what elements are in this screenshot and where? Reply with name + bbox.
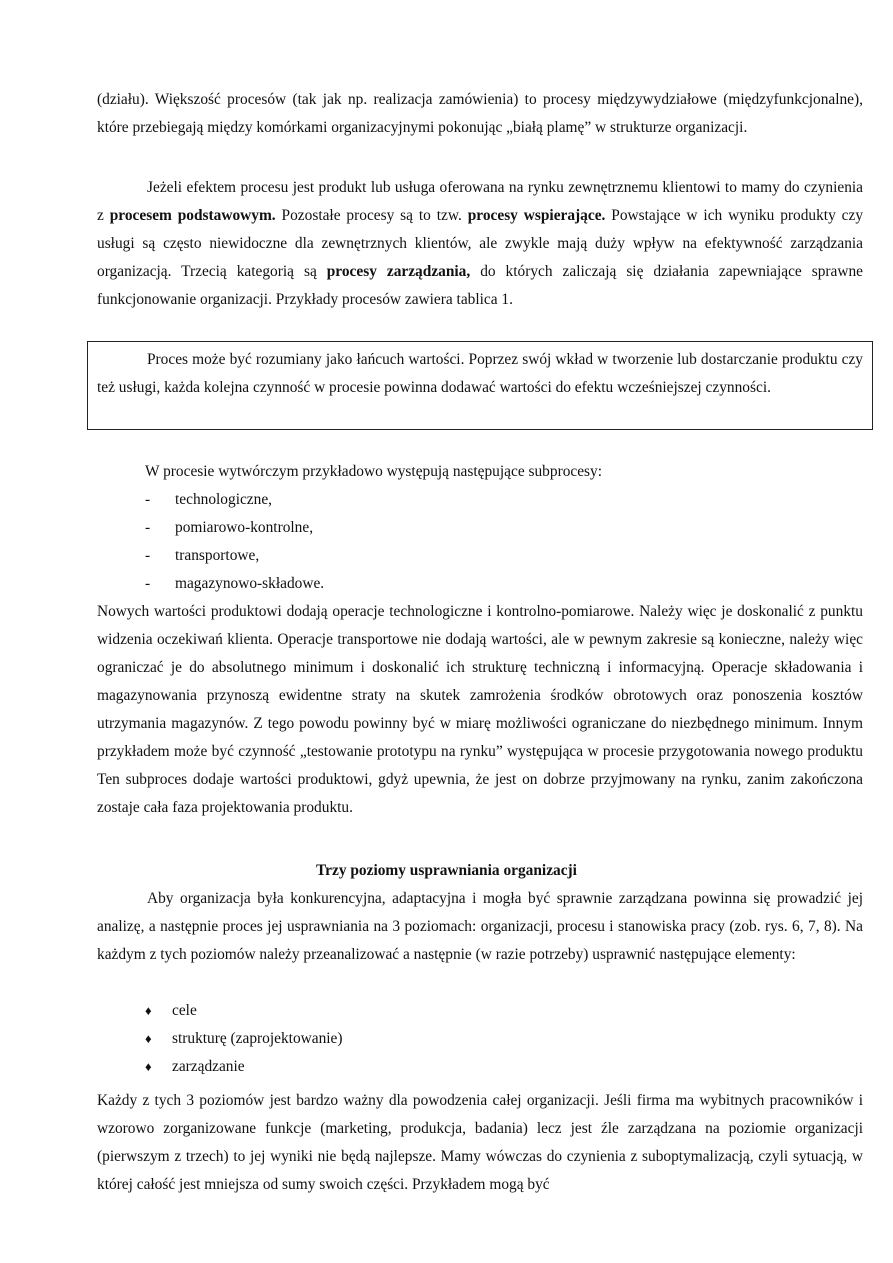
box-text: Proces może być rozumiany jako łańcuch wartości. Poprzez swój wkład w tworzenie lub dostarczanie produktu czy też usługi, każda kolejna czynność w procesie powinna dodawać wartości do efektu wcześniejszej czynności. xyxy=(97,351,863,396)
diamond-bullet-icon: ♦ xyxy=(145,1031,152,1046)
text-span: do których zaliczają się działania zapewniające sprawne funkcjonowanie organizacji. Przykłady procesów zawiera tablica 1. xyxy=(97,263,864,308)
bold-term-management-processes: procesy zarządzania, xyxy=(326,263,471,280)
bold-term-support-processes: procesy wspierające. xyxy=(467,207,606,224)
paragraph-process-types xyxy=(97,174,863,314)
dash-marker: - xyxy=(145,491,151,508)
paragraph-departments: (działu). Większość procesów (tak jak np. realizacja zamówienia) to procesy międzywydziałowe (międzyfunkcjonalne), które przebiegają między komórkami organizacyjnymi pokonując „białą plamę” w strukturze organizacji. xyxy=(97,91,863,136)
paragraph-three-levels: Aby organizacja była konkurencyjna, adaptacyjna i mogła być sprawnie zarządzana powinna się prowadzić jej analizę, a następnie proces jej usprawniania na 3 poziomach: organizacji, procesu i stanowiska pracy (zob. rys. 6, 7, 8). Na każdym z tych poziomów należy przeanalizować a następnie (w razie potrzeby) usprawnić następujące elementy: xyxy=(97,890,863,963)
text-span: Powstające w ich wyniku produkty czy usługi są często niewidoczne dla zewnętrznych klientów, ale zwykle mają duży wpływ na efektywność zarządzania organizacją. Trzecią kategorią są xyxy=(97,207,864,280)
subprocess-intro: W procesie wytwórczym przykładowo występują następujące subprocesy: xyxy=(145,463,603,480)
list-item-text: transportowe, xyxy=(175,547,260,564)
list-item-text: strukturę (zaprojektowanie) xyxy=(172,1030,343,1047)
section-heading: Trzy poziomy usprawniania organizacji xyxy=(316,862,577,879)
bold-term-core-process: procesem podstawowym. xyxy=(109,207,276,224)
paragraph-suboptimization: Każdy z tych 3 poziomów jest bardzo ważny dla powodzenia całej organizacji. Jeśli firma ma wybitnych pracowników i wzorowo zorganizowane funkcje (marketing, produkcja, badania) lecz jest źle zarządzana na poziomie organizacji (pierwszym z trzech) to jej wyniki nie będą najlepsze. Mamy wówczas do czynienia z suboptymalizacją, czyli sytuacją, w której całość jest mniejsza od sumy swoich części. Przykładem mogą być xyxy=(97,1092,863,1193)
text-span: Pozostałe procesy są to tzw. xyxy=(275,207,468,224)
dash-marker: - xyxy=(145,575,151,592)
list-item-text: zarządzanie xyxy=(172,1058,245,1075)
list-item-text: technologiczne, xyxy=(175,491,273,508)
list-item-text: pomiarowo-kontrolne, xyxy=(175,519,314,536)
paragraph-value-adding: Nowych wartości produktowi dodają operacje technologiczne i kontrolno-pomiarowe. Należy więc je doskonalić z punktu widzenia oczekiwań klienta. Operacje transportowe nie dodają wartości, ale w pewnym zakresie są konieczne, należy więc ograniczać je do absolutnego minimum i doskonalić ich strukturę techniczną i informacyjną. Operacje składowania i magazynowania przynoszą ewidentne straty na skutek zamrożenia środków obrotowych oraz ponoszenia kosztów utrzymania magazynów. Z tego powodu powinny być w miarę możliwości ograniczane do niezbędnego minimum. Innym przykładem może być czynność „testowanie prototypu na rynku” występująca w procesie przygotowania nowego produktu Ten subproces dodaje wartości produktowi, gdyż upewnia, że jest on dobrze przyjmowany na rynku, zanim zakończona zostaje cała faza projektowania produktu. xyxy=(97,603,863,816)
diamond-bullet-icon: ♦ xyxy=(145,1003,152,1018)
text-span: Jeżeli efektem procesu jest produkt lub usługa oferowana na rynku zewnętrznemu klientowi to mamy do czynienia z xyxy=(97,179,863,224)
list-item-text: cele xyxy=(172,1002,197,1019)
highlight-box xyxy=(87,341,873,430)
dash-marker: - xyxy=(145,547,151,564)
dash-marker: - xyxy=(145,519,151,536)
list-item-text: magazynowo-składowe. xyxy=(175,575,325,592)
diamond-bullet-icon: ♦ xyxy=(145,1059,152,1074)
